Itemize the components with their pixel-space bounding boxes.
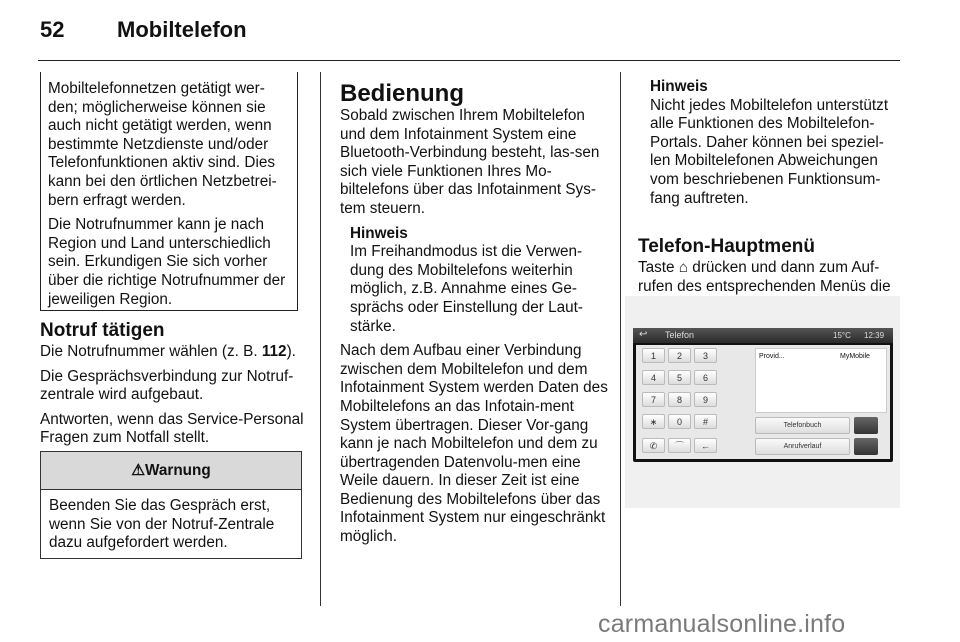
screen-title: Telefon (665, 330, 695, 340)
telefon-hauptmenu-text: Taste ⌂ drücken und dann zum Auf-rufen des entsprechenden Menüs die (638, 259, 891, 295)
clock: 12:39 (864, 331, 885, 340)
section-heading-bedienung: Bedienung (340, 80, 464, 107)
page-number: 52 (40, 17, 65, 42)
warning-text: Beenden Sie das Gespräch erst, wenn Sie von der Notruf-Zentrale dazu aufgefordert werden. (49, 497, 275, 552)
notruf-text (40, 343, 310, 454)
info-box-paragraph-2: Die Notrufnummer kann je nach Region und Land unterschiedlich sein. Erkundigen Sie sich vorher über die richtige Notrufnummer der jeweiligen Region. (48, 216, 286, 308)
hinweis-label: Hinweis (350, 224, 408, 242)
warning-title: Warnung (145, 461, 211, 479)
info-box (40, 72, 298, 311)
handsfree-button[interactable] (854, 438, 878, 455)
keypad-key[interactable]: 9 (694, 392, 717, 407)
bedienung-paragraph-2: Nach dem Aufbau einer Verbindung zwischen dem Mobiltelefon und dem Infotainment System werden Daten des Mobiltelefons an das Infotain-ment System übertragen. Dieser Vor-gang kann je nach Mobiltelefon und dem zu übertragenden Datenvolu-men eine Weile dauern. In dieser Zeit ist eine Bedienung des Mobiltelefons über das Infotainment System nur eingeschränkt möglich. (340, 342, 608, 546)
keypad-key[interactable]: 0 (668, 414, 691, 429)
hinweis-text: Im Freihandmodus ist die Verwen-dung des Mobiltelefons weiterhin möglich, z.B. Annahme eines Ge-sprächs oder Einstellung der Laut-stärke. (350, 243, 583, 335)
hangup-button[interactable]: ⌒ (668, 438, 691, 453)
keypad-key[interactable]: 7 (642, 392, 665, 407)
screen-body (636, 345, 890, 459)
keypad-key[interactable]: 1 (642, 348, 665, 363)
keypad-key[interactable]: 4 (642, 370, 665, 385)
hinweis-label: Hinweis (650, 78, 708, 95)
device-label: MyMobile (840, 353, 870, 360)
mute-microphone-button[interactable] (854, 417, 878, 434)
info-box-paragraph-1: Mobiltelefonnetzen getätigt wer-den; möglicherweise können sie auch nicht getätigt werden, wenn bestimmte Netzdienste und/oder Telefonfunktionen aktiv sind. Dies kann bei den örtlichen Netzbetrei-bern erfragt werden. (48, 80, 277, 209)
keypad-key[interactable]: 2 (668, 348, 691, 363)
hinweis-note (350, 225, 608, 337)
keypad-key[interactable]: 5 (668, 370, 691, 385)
header-rule (38, 60, 900, 61)
column-divider (320, 72, 321, 606)
screen-title-bar (633, 328, 893, 343)
call-button[interactable]: ✆ (642, 438, 665, 453)
warning-header (41, 452, 301, 490)
column-divider (620, 72, 621, 606)
hinweis-note (650, 78, 902, 208)
call-log-button[interactable]: Anrufverlauf (755, 438, 850, 455)
watermark: carmanualsonline.info (598, 610, 846, 638)
temperature: 15°C (833, 331, 851, 340)
phonebook-button[interactable]: Telefonbuch (755, 417, 850, 434)
back-arrow-icon: ↩ (639, 329, 648, 340)
section-heading-telefon-hauptmenu: Telefon-Hauptmenü (638, 236, 815, 257)
section-heading-notruf: Notruf tätigen (40, 320, 165, 341)
provider-label: Provid... (759, 353, 785, 360)
warning-box (40, 451, 302, 559)
infotainment-screenshot (625, 296, 900, 508)
backspace-button[interactable]: ← (694, 438, 717, 453)
bedienung-paragraph-1: Sobald zwischen Ihrem Mobiltelefon und dem Infotainment System eine Bluetooth-Verbindung besteht, las-sen sich viele Funktionen Ihres Mo-biltelefons über das Infotainment Sys-tem steuern. (340, 107, 600, 217)
notruf-paragraph-1: Die Notrufnummer wählen (z. B. 112). (40, 343, 296, 360)
notruf-paragraph-2: Die Gesprächsverbindung zur Notruf-zentrale wird aufgebaut. (40, 367, 294, 404)
keypad-key[interactable]: # (694, 414, 717, 429)
keypad-key[interactable]: 3 (694, 348, 717, 363)
keypad-key[interactable]: ∗ (642, 414, 665, 429)
bedienung-text (340, 107, 608, 553)
page-title: Mobiltelefon (117, 17, 247, 42)
phone-screen (633, 328, 893, 462)
warning-icon: ⚠ (131, 462, 145, 479)
home-icon: ⌂ (678, 259, 689, 276)
notruf-paragraph-3: Antworten, wenn das Service-Personal Fragen zum Notfall stellt. (40, 410, 304, 447)
hinweis-text: Nicht jedes Mobiltelefon unterstützt alle Funktionen des Mobiltelefon-Portals. Daher können bei speziel-len Mobiltelefonen Abweichungen vom beschriebenen Funktionsum-fang auftreten. (650, 96, 889, 207)
keypad-key[interactable]: 8 (668, 392, 691, 407)
phone-info-panel (755, 348, 887, 413)
keypad-key[interactable]: 6 (694, 370, 717, 385)
